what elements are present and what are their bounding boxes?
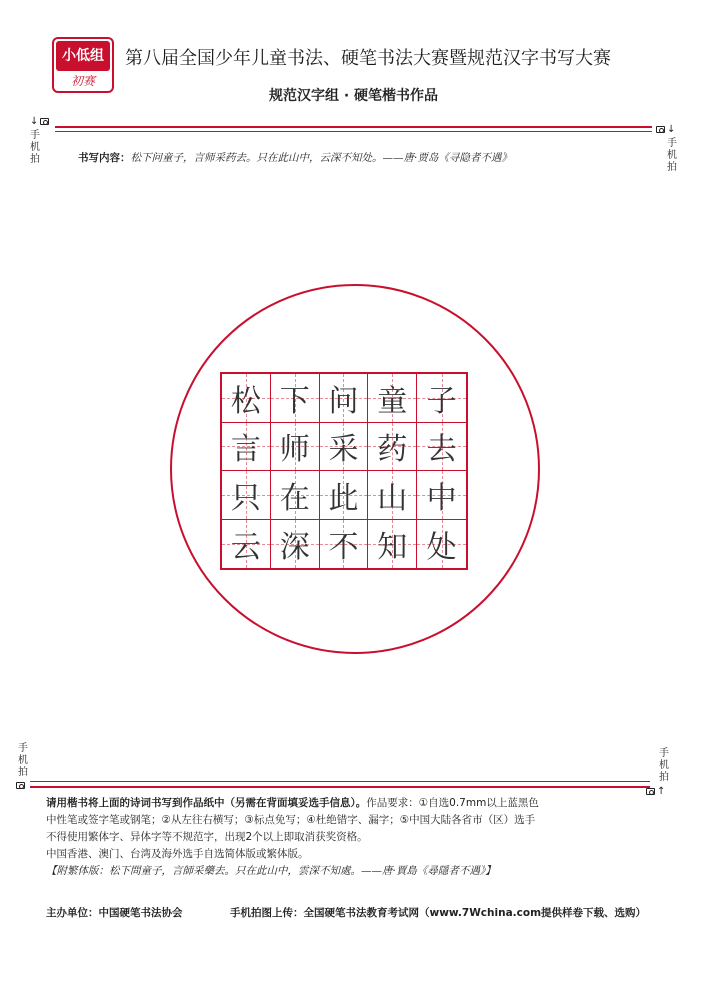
bottom-rule-thin — [30, 781, 650, 782]
grid-cell: 山 — [368, 471, 417, 520]
badge-group-label: 小低组 — [56, 41, 110, 71]
writing-content-label: 书写内容： — [78, 152, 131, 164]
grid-cell: 在 — [271, 471, 320, 520]
grid-cell: 下 — [271, 374, 320, 423]
grid-cell: 深 — [271, 520, 320, 569]
camera-icon — [656, 126, 665, 133]
phone-label-top-left: 手机拍 — [30, 130, 40, 165]
grid-cell: 云 — [222, 520, 271, 569]
grid-cell: 子 — [417, 374, 466, 423]
arrow-up-icon: ↑ — [657, 786, 666, 797]
camera-icon — [40, 118, 49, 125]
grid-cell: 不 — [320, 520, 369, 569]
traditional-version: 【附繁体版：松下問童子，言師采藥去。只在此山中，雲深不知處。——唐·賈島《尋隱者不遇》】 — [46, 865, 496, 877]
upload-info: 手机拍图上传：全国硬笔书法教育考试网（www.7Wchina.com提供样卷下载、选购） — [230, 907, 647, 919]
bottom-rule-thick — [30, 786, 650, 788]
phone-label-bottom-left: 手机拍 — [18, 743, 28, 778]
grid-cell: 药 — [368, 423, 417, 472]
camera-icon — [646, 788, 655, 795]
writing-content — [78, 150, 512, 165]
grid-cell: 采 — [320, 423, 369, 472]
grid-cell: 处 — [417, 520, 466, 569]
top-rule-thick — [55, 126, 652, 128]
grid-cell: 只 — [222, 471, 271, 520]
grid-cell: 松 — [222, 374, 271, 423]
instructions-line: 请用楷书将上面的诗词书写到作品纸中（另需在背面填妥选手信息）。作品要求：①自选0.7mm以上蓝黑色 — [46, 797, 539, 809]
page-title: 第八届全国少年儿童书法、硬笔书法大赛暨规范汉字书写大赛 — [125, 48, 611, 69]
instructions — [46, 795, 666, 880]
writing-content-text: 松下问童子，言师采药去。只在此山中，云深不知处。——唐·贾岛《寻隐者不遇》 — [130, 152, 512, 164]
top-left-marker — [30, 116, 49, 127]
grid-cell: 问 — [320, 374, 369, 423]
grid-cell: 知 — [368, 520, 417, 569]
instructions-line: 中性笔或签字笔或钢笔；②从左往右横写；③标点免写；④杜绝错字、漏字；⑤中国大陆各省市（区）选手 — [46, 814, 536, 826]
grid-cell: 师 — [271, 423, 320, 472]
arrow-down-icon: ↓ — [667, 124, 676, 135]
grid-cell: 去 — [417, 423, 466, 472]
badge-round-label: 初赛 — [70, 74, 95, 88]
grid-cell: 此 — [320, 471, 369, 520]
instructions-line: 中国香港、澳门、台湾及海外选手自选简体版或繁体版。 — [46, 848, 309, 860]
phone-label-bottom-right: 手机拍 — [659, 748, 669, 783]
top-rule-thin — [55, 131, 652, 132]
arrow-down-icon: ↓ — [30, 116, 39, 127]
phone-label-top-right: 手机拍 — [667, 138, 677, 173]
bottom-left-marker — [16, 782, 25, 789]
grid-cell: 童 — [368, 374, 417, 423]
calligraphy-grid — [220, 372, 468, 570]
top-right-marker — [656, 124, 675, 135]
organizer: 主办单位：中国硬笔书法协会 — [46, 907, 183, 919]
page-subtitle: 规范汉字组 · 硬笔楷书作品 — [268, 88, 439, 104]
camera-icon — [16, 782, 25, 789]
instructions-line: 不得使用繁体字、异体字等不规范字，出现2个以上即取消获奖资格。 — [46, 831, 368, 843]
grid-cell: 中 — [417, 471, 466, 520]
grid-cell: 言 — [222, 423, 271, 472]
